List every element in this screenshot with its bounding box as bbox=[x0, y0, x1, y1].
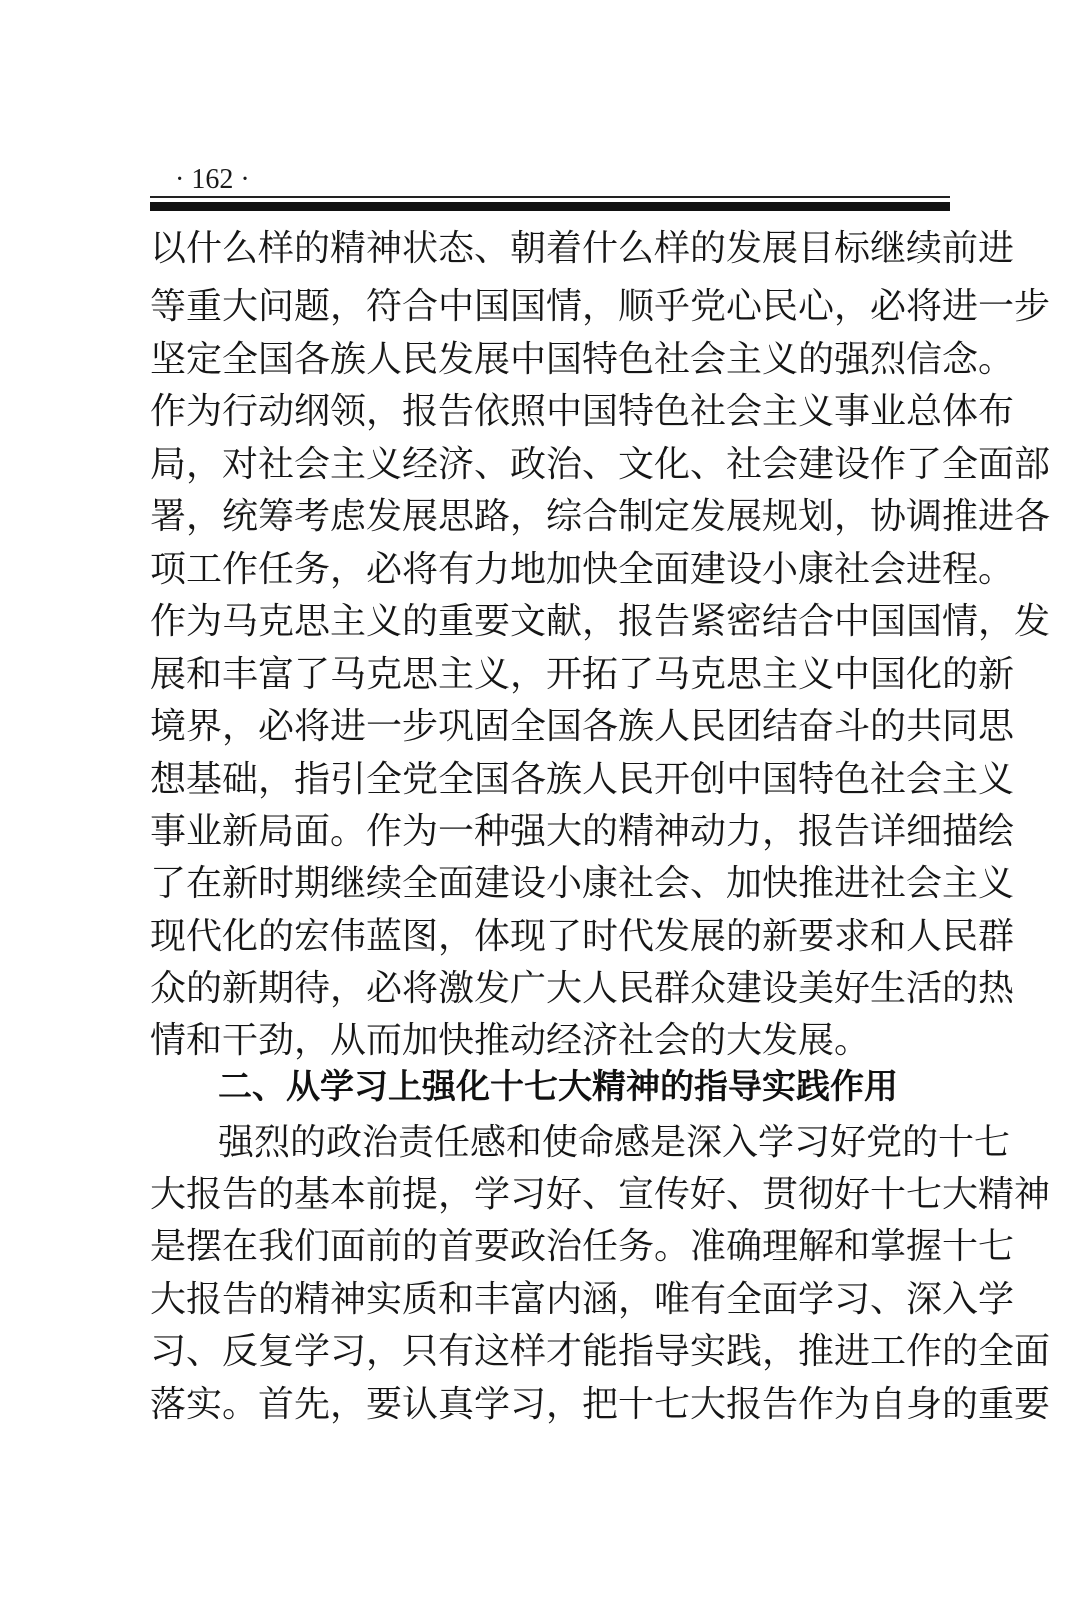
text-line: 大报告的精神实质和丰富内涵，唯有全面学习、深入学 bbox=[150, 1279, 1015, 1320]
text-line: 是摆在我们面前的首要政治任务。准确理解和掌握十七 bbox=[150, 1226, 1015, 1267]
text-line: 等重大问题，符合中国国情，顺乎党心民心，必将进一步 bbox=[150, 286, 1051, 327]
text-line: 众的新期待，必将激发广大人民群众建设美好生活的热 bbox=[150, 968, 1015, 1009]
text-line: 作为行动纲领，报告依照中国特色社会主义事业总体布 bbox=[150, 391, 1015, 432]
text-line: 作为马克思主义的重要文献，报告紧密结合中国国情，发 bbox=[150, 601, 1051, 642]
page-number: · 162 · bbox=[175, 164, 250, 195]
text-line: 了在新时期继续全面建设小康社会、加快推进社会主义 bbox=[150, 863, 1015, 904]
header-rule-thick bbox=[150, 202, 950, 211]
text-line: 想基础，指引全党全国各族人民开创中国特色社会主义 bbox=[150, 759, 1015, 800]
text-line: 项工作任务，必将有力地加快全面建设小康社会进程。 bbox=[150, 549, 1015, 590]
text-line: 坚定全国各族人民发展中国特色社会主义的强烈信念。 bbox=[150, 339, 1015, 380]
section-heading: 二、从学习上强化十七大精神的指导实践作用 bbox=[218, 1067, 898, 1107]
header-rule-thin bbox=[150, 196, 950, 198]
text-line: 展和丰富了马克思主义，开拓了马克思主义中国化的新 bbox=[150, 654, 1015, 695]
text-line: 落实。首先，要认真学习，把十七大报告作为自身的重要 bbox=[150, 1384, 1051, 1425]
text-line: 情和干劲，从而加快推动经济社会的大发展。 bbox=[150, 1020, 871, 1061]
text-line: 署，统筹考虑发展思路，综合制定发展规划，协调推进各 bbox=[150, 496, 1051, 537]
text-line: 习、反复学习，只有这样才能指导实践，推进工作的全面 bbox=[150, 1331, 1051, 1372]
text-line: 以什么样的精神状态、朝着什么样的发展目标继续前进 bbox=[150, 228, 1015, 269]
text-line: 大报告的基本前提，学习好、宣传好、贯彻好十七大精神 bbox=[150, 1174, 1051, 1215]
text-line: 局，对社会主义经济、政治、文化、社会建设作了全面部 bbox=[150, 444, 1051, 485]
text-line: 强烈的政治责任感和使命感是深入学习好党的十七 bbox=[218, 1122, 1011, 1163]
text-line: 境界，必将进一步巩固全国各族人民团结奋斗的共同思 bbox=[150, 706, 1015, 747]
text-line: 事业新局面。作为一种强大的精神动力，报告详细描绘 bbox=[150, 811, 1015, 852]
text-line: 现代化的宏伟蓝图，体现了时代发展的新要求和人民群 bbox=[150, 916, 1015, 957]
